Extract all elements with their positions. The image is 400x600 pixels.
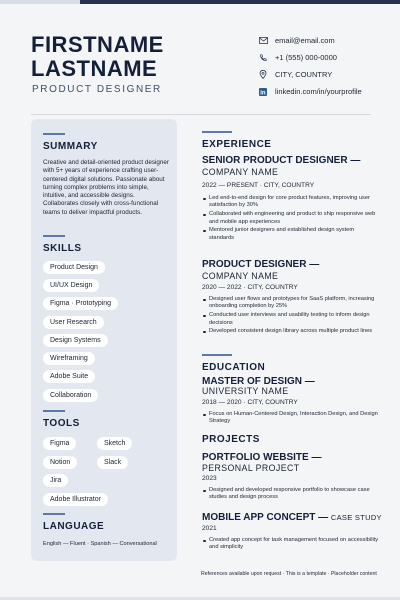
job-company: COMPANY NAME <box>202 167 279 177</box>
header-divider <box>31 114 371 115</box>
first-name: FIRSTNAME <box>31 32 164 57</box>
language-section <box>43 513 104 532</box>
skill-pill: Product Design <box>43 261 105 274</box>
section-rule <box>202 354 232 356</box>
education-section <box>202 354 265 373</box>
education-heading: EDUCATION <box>202 362 266 373</box>
linkedin-icon <box>258 87 268 97</box>
bullet: Designed and developed responsive portfolio to showcase case studies and design process <box>202 487 380 502</box>
sidebar-panel <box>31 119 177 561</box>
email-text: email@email.com <box>275 36 335 45</box>
last-name: LASTNAME <box>31 56 158 81</box>
top-accent-bar <box>0 0 400 4</box>
section-rule <box>43 410 65 412</box>
bullet: Conducted user interviews and usability testing to inform design decisions <box>202 312 380 327</box>
location-pin-icon <box>258 70 268 80</box>
linkedin-text: linkedin.com/in/yourprofile <box>275 87 362 96</box>
tool-pill: Adobe Illustrator <box>43 493 108 506</box>
section-rule <box>43 513 65 515</box>
projects-section <box>202 434 260 445</box>
contact-list <box>258 32 398 100</box>
project-subtitle: CASE STUDY <box>330 513 382 522</box>
job-meta: 2020 — 2022 · CITY, COUNTRY <box>202 284 298 291</box>
tool-pill: Notion <box>43 456 77 469</box>
project-title: PORTFOLIO WEBSITE — <box>202 452 322 463</box>
bullet: Mentored junior designers and established design system standards <box>202 227 380 242</box>
school: UNIVERSITY NAME <box>202 386 289 396</box>
contact-phone[interactable] <box>258 49 398 66</box>
skill-pill: Figma · Prototyping <box>43 297 118 310</box>
mail-icon <box>258 36 268 46</box>
section-rule <box>43 133 65 135</box>
location-text: CITY, COUNTRY <box>275 70 333 79</box>
section-rule <box>202 131 232 133</box>
project-year: 2023 <box>202 475 217 482</box>
contact-linkedin[interactable] <box>258 83 398 100</box>
project-bullets <box>202 537 380 553</box>
contact-email[interactable] <box>258 32 398 49</box>
skills-heading: SKILLS <box>43 243 82 254</box>
skill-pill: Wireframing <box>43 352 95 365</box>
skill-pill: User Research <box>43 316 104 329</box>
full-name <box>31 33 164 81</box>
job-title: PRODUCT DESIGNER <box>32 84 162 95</box>
degree: MASTER OF DESIGN — <box>202 376 315 387</box>
education-meta: 2018 — 2020 · CITY, COUNTRY <box>202 399 298 406</box>
bullet: Led end-to-end design for core product features, improving user satisfaction by 30% <box>202 195 380 210</box>
experience-heading: EXPERIENCE <box>202 139 272 150</box>
summary-section <box>43 133 98 152</box>
tool-pill: Sketch <box>97 437 132 450</box>
bullet: Developed consistent design library across multiple product lines <box>202 328 380 335</box>
job-meta: 2022 — PRESENT · CITY, COUNTRY <box>202 182 315 189</box>
language-text: English — Fluent · Spanish — Conversational <box>43 541 157 547</box>
contact-location <box>258 66 398 83</box>
project-title <box>202 512 382 523</box>
skill-pill: Collaboration <box>43 389 98 402</box>
bullet: Collaborated with engineering and product to ship responsive web and mobile app experiences <box>202 211 380 226</box>
skill-pill: Adobe Suite <box>43 370 95 383</box>
skill-pill: UI/UX Design <box>43 279 99 292</box>
language-heading: LANGUAGE <box>43 521 105 532</box>
job-bullets <box>202 296 380 337</box>
projects-heading: PROJECTS <box>202 434 260 445</box>
summary-text: Creative and detail-oriented product designer with 5+ years of experience crafting user-centered digital solutions. Passionate about turning complex problems into simple, intuitive, and accessible designs. Collaborates closely with cross-functional teams to deliver impactful products. <box>43 159 170 216</box>
svg-text:in: in <box>260 90 266 96</box>
tool-pill: Figma <box>43 437 76 450</box>
skill-pill: Design Systems <box>43 334 108 347</box>
tool-pill: Jira <box>43 474 68 487</box>
summary-heading: SUMMARY <box>43 141 98 152</box>
skills-section <box>43 235 82 254</box>
bullet: Focus on Human-Centered Design, Interaction Design, and Design Strategy <box>202 411 380 426</box>
project-bullets <box>202 487 380 503</box>
phone-text: +1 (555) 000-0000 <box>275 53 337 62</box>
job-company: COMPANY NAME <box>202 271 279 281</box>
bullet: Designed user flows and prototypes for SaaS platform, increasing onboarding completion by 25% <box>202 296 380 311</box>
bullet: Created app concept for task management focused on accessibility and simplicity <box>202 537 380 552</box>
job-role: PRODUCT DESIGNER — <box>202 259 320 270</box>
project-title-text: MOBILE APP CONCEPT — <box>202 512 329 523</box>
phone-icon <box>258 53 268 63</box>
project-subtitle: PERSONAL PROJECT <box>202 463 300 473</box>
job-bullets <box>202 195 380 243</box>
footer-note: References available upon request · This is a template · Placeholder content <box>201 571 377 577</box>
section-rule <box>43 235 65 237</box>
job-role: SENIOR PRODUCT DESIGNER — <box>202 155 361 166</box>
tools-section <box>43 410 80 429</box>
experience-section <box>202 131 271 150</box>
education-bullets <box>202 411 380 427</box>
tools-heading: TOOLS <box>43 418 80 429</box>
project-year: 2021 <box>202 525 217 532</box>
tool-pill: Slack <box>97 456 128 469</box>
